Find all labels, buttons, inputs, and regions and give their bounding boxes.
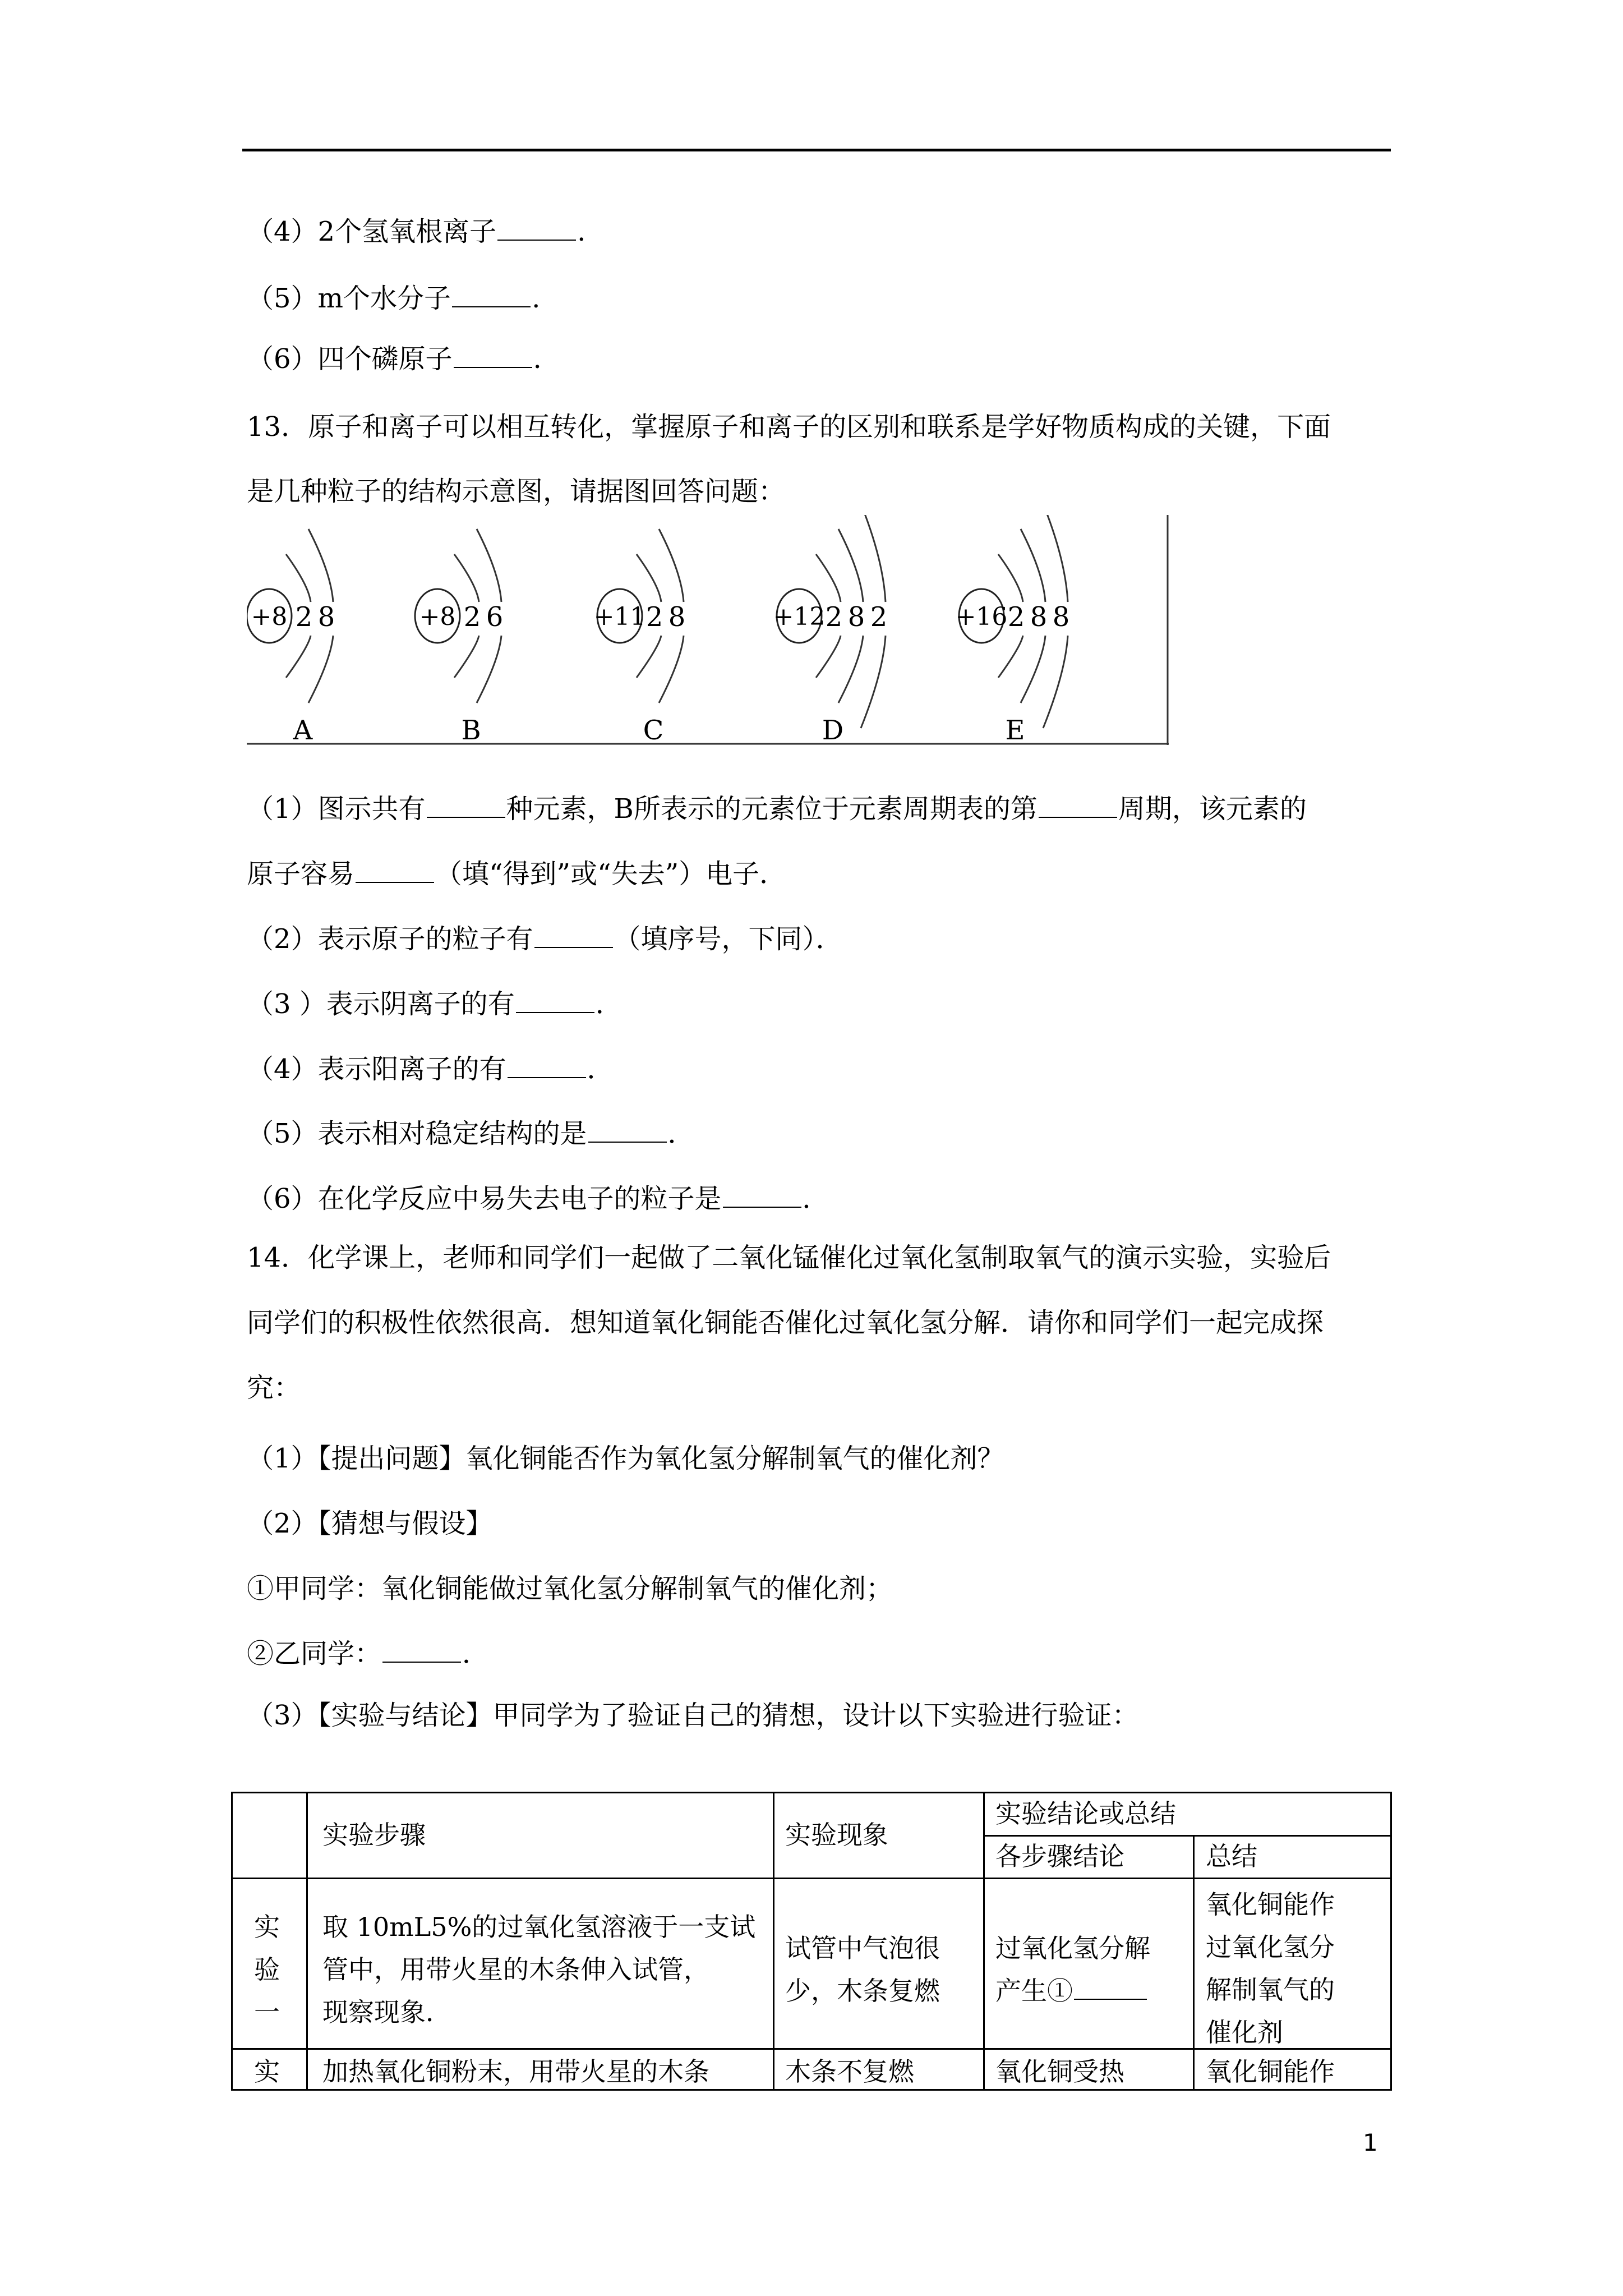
header-summary: 总结 (1206, 1841, 1257, 1871)
shell-electron-count: 2 (870, 601, 888, 633)
row-1-summary-line: 过氧化氢分 (1206, 1932, 1335, 1962)
text: （4）表示阳离子的有 (247, 1053, 506, 1085)
row-1-name (254, 1906, 280, 2033)
answer-blank[interactable] (452, 284, 531, 307)
row-1-phenomenon-line: 少，木条复燃 (785, 1976, 940, 2006)
row-2-name: 实 (254, 2056, 280, 2087)
particle-a (247, 529, 335, 746)
experiment-table (231, 1792, 1392, 2091)
q14-stem-line-3: 究： (247, 1372, 301, 1404)
text: （5）表示相对稳定结构的是 (247, 1118, 587, 1149)
shell-electron-count: 8 (1030, 601, 1048, 633)
shell-arc (286, 636, 311, 678)
answer-blank[interactable] (454, 344, 532, 368)
header-rule (242, 149, 1391, 151)
shell-arc (659, 529, 684, 602)
text: 种元素，B所表示的元素位于元素周期表的第 (506, 793, 1038, 825)
page-number: 1 (1363, 2129, 1378, 2156)
shell-arc (286, 554, 311, 602)
table-col-divider (983, 1793, 985, 2089)
particle-e (956, 515, 1070, 746)
row-1-name-char: 一 (254, 1997, 280, 2027)
row-1-name-char: 验 (254, 1954, 280, 1985)
text: （1）图示共有 (247, 793, 426, 825)
q12-item-4 (247, 215, 585, 249)
shell-arc (1043, 636, 1068, 728)
answer-blank[interactable] (497, 217, 576, 241)
row-1-step-conclusion-line: 过氧化氢分解 (995, 1933, 1150, 1963)
q14-part-1: （1）【提出问题】氧化铜能否作为氧化氢分解制氧气的催化剂？ (247, 1443, 1004, 1474)
q14-part-3: （3）【实验与结论】甲同学为了验证自己的猜想，设计以下实验进行验证： (247, 1700, 1139, 1731)
period: ． (667, 1118, 695, 1149)
period: ． (587, 1053, 614, 1085)
header-conclusion-group: 实验结论或总结 (995, 1798, 1176, 1829)
text: 周期，该元素的 (1118, 793, 1307, 825)
q12-item-6 (247, 342, 542, 376)
table-col-divider (1193, 1835, 1195, 2089)
header-step-conclusion: 各步骤结论 (995, 1841, 1124, 1871)
text: （2）表示原子的粒子有 (247, 923, 533, 955)
particle-label: A (293, 715, 313, 746)
shell-arc (308, 636, 333, 703)
row-1-summary (1206, 1883, 1335, 2054)
table-col-divider (773, 1793, 774, 2089)
row-1-name-char: 实 (254, 1912, 280, 1942)
shell-arc (659, 636, 684, 703)
q13-stem-line-1: 13．原子和离子可以相互转化，掌握原子和离子的区别和联系是学好物质构成的关键，下面 (247, 411, 1331, 443)
q13-part-3 (247, 987, 623, 1021)
nucleus-charge: +12 (773, 602, 826, 631)
shell-electron-count: 6 (486, 601, 504, 633)
row-2-steps: 加热氧化铜粉末，用带火星的木条 (322, 2056, 709, 2087)
period: ． (802, 1183, 829, 1214)
shell-arc (816, 636, 841, 678)
shell-arc (838, 636, 863, 703)
nucleus-charge: +8 (419, 602, 456, 631)
shell-electron-count: 2 (295, 601, 313, 633)
text: （填“得到”或“失去”）电子． (435, 858, 787, 890)
answer-blank[interactable] (508, 1055, 586, 1078)
period: ． (462, 1638, 490, 1669)
answer-blank[interactable] (1074, 1976, 1147, 2000)
shell-arc (1021, 636, 1045, 703)
row-1-phenomenon (785, 1927, 940, 2012)
text: 产生① (995, 1976, 1073, 2006)
text: ②乙同学： (247, 1638, 382, 1669)
table-row-divider (233, 1878, 1390, 1879)
period: . (533, 343, 542, 375)
particle-d (773, 515, 888, 746)
q14-hypothesis-2 (247, 1637, 489, 1671)
shell-electron-count: 8 (1052, 601, 1070, 633)
shell-arc (861, 515, 886, 602)
row-1-summary-line: 催化剂 (1206, 2017, 1283, 2047)
row-2-phenomenon: 木条不复燃 (785, 2056, 914, 2087)
shell-arc (861, 636, 886, 728)
shell-arc (998, 554, 1023, 602)
table-col-divider (306, 1793, 308, 2089)
shell-electron-count: 8 (668, 601, 686, 633)
header-phenomenon: 实验现象 (785, 1820, 888, 1850)
particle-label: D (822, 715, 844, 746)
particle-label: E (1005, 715, 1025, 746)
row-1-steps-line: 现察现象． (322, 1997, 451, 2027)
q12-item-6-text: （6）四个磷原子 (247, 343, 453, 375)
text: （填序号，下同）． (614, 923, 843, 955)
q12-item-5 (247, 282, 540, 315)
q13-part-5 (247, 1117, 695, 1151)
answer-blank[interactable] (723, 1184, 801, 1208)
shell-electron-count: 8 (317, 601, 335, 633)
shell-arc (1021, 529, 1045, 602)
shell-electron-count: 2 (1007, 601, 1025, 633)
text: 原子容易 (247, 858, 355, 890)
answer-blank[interactable] (534, 924, 613, 948)
q14-stem-line-1: 14．化学课上，老师和同学们一起做了二氧化锰催化过氧化氢制取氧气的演示实验，实验后 (247, 1242, 1331, 1273)
answer-blank[interactable] (382, 1639, 461, 1663)
row-1-steps-line: 管中，用带火星的木条伸入试管， (322, 1954, 709, 1985)
shell-arc (637, 636, 661, 678)
shell-arc (308, 529, 333, 602)
shell-electron-count: 2 (645, 601, 663, 633)
row-2-step-conclusion: 氧化铜受热 (995, 2056, 1124, 2087)
row-1-step-conclusion (995, 1927, 1150, 2012)
particle-label: C (643, 715, 664, 746)
period: ． (595, 988, 623, 1020)
nucleus-charge: +11 (593, 602, 646, 631)
atom-structure-diagram (247, 515, 1169, 746)
row-1-steps-line: 取 10mL5%的过氧化氢溶液于一支试 (322, 1912, 756, 1942)
text: （3 ）表示阴离子的有 (247, 988, 515, 1020)
q12-item-5-text: （5）m个水分子 (247, 283, 451, 314)
q14-hypothesis-1: ①甲同学：氧化铜能做过氧化氢分解制氧气的催化剂； (247, 1573, 893, 1604)
particle-label: B (461, 715, 481, 746)
shell-arc (454, 636, 479, 678)
q13-stem-line-2: 是几种粒子的结构示意图，请据图回答问题： (247, 476, 786, 507)
q14-part-2: （2）【猜想与假设】 (247, 1508, 493, 1539)
answer-blank[interactable] (588, 1119, 667, 1143)
answer-blank[interactable] (1039, 794, 1117, 818)
row-1-summary-line: 解制氧气的 (1206, 1975, 1335, 2005)
shell-electron-count: 8 (847, 601, 865, 633)
q14-stem-line-2: 同学们的积极性依然很高．想知道氧化铜能否催化过氧化氢分解．请你和同学们一起完成探 (247, 1307, 1324, 1338)
period: . (532, 283, 541, 314)
answer-blank[interactable] (516, 990, 594, 1013)
q13-part-4 (247, 1052, 614, 1086)
answer-blank[interactable] (427, 794, 505, 818)
row-1-summary-line: 氧化铜能作 (1206, 1889, 1335, 1920)
shell-arc (637, 554, 661, 602)
row-1-phenomenon-line: 试管中气泡很 (785, 1933, 940, 1963)
shell-arc (816, 554, 841, 602)
q13-part-1-line-2 (247, 857, 786, 891)
period: . (577, 216, 586, 247)
row-2-summary: 氧化铜能作 (1206, 2056, 1335, 2087)
shell-electron-count: 2 (463, 601, 481, 633)
q13-part-1-line-1 (247, 792, 1307, 826)
shell-arc (998, 636, 1023, 678)
shell-arc (1043, 515, 1068, 602)
answer-blank[interactable] (356, 859, 434, 883)
header-steps: 实验步骤 (322, 1820, 426, 1850)
particle-c (594, 529, 686, 746)
q13-part-2 (247, 922, 843, 956)
nucleus-charge: +8 (251, 602, 288, 631)
text: （6）在化学反应中易失去电子的粒子是 (247, 1183, 722, 1214)
q12-item-4-text: （4）2个氢氧根离子 (247, 216, 497, 247)
shell-arc (477, 529, 501, 602)
shell-arc (454, 554, 479, 602)
shell-arc (838, 529, 863, 602)
row-1-steps (322, 1906, 755, 2033)
q13-part-6 (247, 1182, 829, 1216)
shell-electron-count: 2 (825, 601, 843, 633)
row-1-step-conclusion-line (995, 1970, 1150, 2012)
shell-arc (477, 636, 501, 703)
nucleus-charge: +16 (955, 602, 1008, 631)
particle-b (415, 529, 503, 746)
